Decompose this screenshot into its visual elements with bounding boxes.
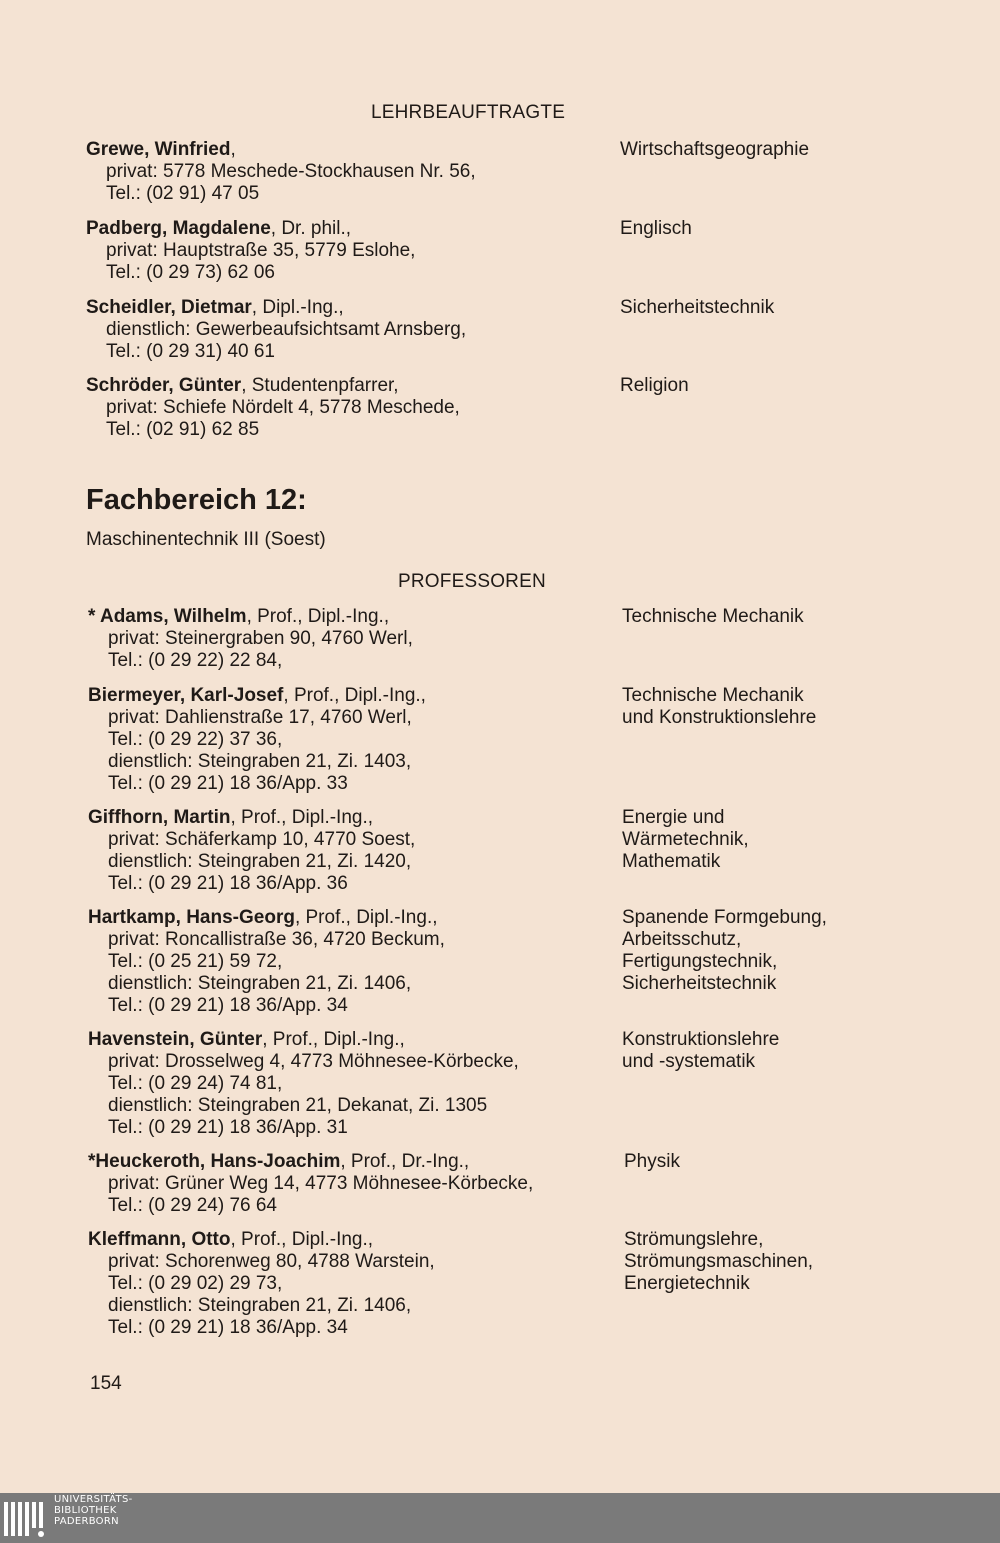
person-title: ,: [230, 139, 236, 160]
person-name: Heuckeroth, Hans-Joachim: [95, 1151, 341, 1172]
library-name: [54, 1494, 133, 1527]
phone-line: Tel.: (0 29 73) 62 06: [106, 262, 275, 283]
professor-entry: [88, 685, 426, 795]
library-name-line: PADERBORN: [54, 1516, 119, 1527]
lecturer-entry: [86, 218, 415, 284]
subject-column: [620, 375, 689, 397]
person-name: Havenstein, Günter: [88, 1029, 263, 1050]
person-title: , Prof., Dr.-Ing.,: [340, 1151, 470, 1172]
phone-line: Tel.: (0 29 22) 22 84,: [108, 650, 283, 671]
address-line: dienstlich: Steingraben 21, Zi. 1420,: [108, 851, 412, 872]
subject-column: [624, 1229, 813, 1295]
address-line: dienstlich: Steingraben 21, Zi. 1406,: [108, 973, 412, 994]
address-line: privat: 5778 Meschede-Stockhausen Nr. 56,: [106, 161, 476, 182]
subject-line: Wirtschaftsgeographie: [620, 139, 810, 160]
person-name: Grewe, Winfried: [86, 139, 231, 160]
subject-column: [622, 606, 804, 628]
phone-line: Tel.: (02 91) 47 05: [106, 183, 260, 204]
marker-asterisk: *: [88, 1151, 96, 1172]
person-title: , Prof., Dipl.-Ing.,: [294, 907, 438, 928]
subject-column: [622, 807, 749, 873]
person-title: , Prof., Dipl.-Ing.,: [230, 1229, 374, 1250]
address-line: dienstlich: Steingraben 21, Dekanat, Zi. 1305: [108, 1095, 488, 1116]
subject-line: Wärmetechnik,: [622, 829, 749, 850]
subject-column: [622, 907, 827, 995]
address-line: privat: Schiefe Nördelt 4, 5778 Meschede,: [106, 397, 460, 418]
person-name: Adams, Wilhelm: [99, 606, 247, 627]
person-name: Scheidler, Dietmar: [86, 297, 252, 318]
address-line: privat: Roncallistraße 36, 4720 Beckum,: [108, 929, 445, 950]
subject-column: [622, 685, 816, 729]
person-name: Schröder, Günter: [86, 375, 242, 396]
phone-line: Tel.: (02 91) 62 85: [106, 419, 260, 440]
section-heading-lehrbeauftragte: LEHRBEAUFTRAGTE: [371, 102, 566, 123]
person-name: Padberg, Magdalene: [86, 218, 271, 239]
marker-asterisk: *: [88, 606, 100, 627]
department-title: Fachbereich 12:: [86, 484, 307, 516]
phone-line: Tel.: (0 29 02) 29 73,: [108, 1273, 283, 1294]
address-line: privat: Dahlienstraße 17, 4760 Werl,: [108, 707, 412, 728]
subject-column: [620, 139, 809, 161]
address-line: privat: Drosselweg 4, 4773 Möhnesee-Körbecke,: [108, 1051, 519, 1072]
subject-line: und Konstruktionslehre: [622, 707, 817, 728]
subject-line: Spanende Formgebung,: [622, 907, 827, 928]
professor-entry: [88, 1151, 533, 1217]
person-title: , Dr. phil.,: [270, 218, 352, 239]
address-line: privat: Schäferkamp 10, 4770 Soest,: [108, 829, 416, 850]
subject-line: Fertigungstechnik,: [622, 951, 778, 972]
page-number: 154: [90, 1373, 122, 1394]
person-title: , Prof., Dipl.-Ing.,: [283, 685, 426, 706]
subject-column: [620, 297, 774, 319]
person-title: , Dipl.-Ing.,: [251, 297, 344, 318]
library-logo-icon: [2, 1500, 48, 1540]
subject-line: Religion: [620, 375, 689, 396]
person-title: , Prof., Dipl.-Ing.,: [230, 807, 374, 828]
phone-line: Tel.: (0 29 21) 18 36/App. 34: [108, 995, 348, 1016]
phone-line: Tel.: (0 29 21) 18 36/App. 33: [108, 773, 348, 794]
lecturer-entry: [86, 375, 460, 441]
subject-line: Konstruktionslehre: [622, 1029, 780, 1050]
person-title: , Prof., Dipl.-Ing.,: [246, 606, 390, 627]
lecturer-entry: [86, 297, 466, 363]
address-line: privat: Grüner Weg 14, 4773 Möhnesee-Körbecke,: [108, 1173, 534, 1194]
subject-line: Mathematik: [622, 851, 721, 872]
library-name-line: UNIVERSITÄTS-: [54, 1494, 133, 1505]
person-title: , Prof., Dipl.-Ing.,: [262, 1029, 405, 1050]
phone-line: Tel.: (0 29 24) 74 81,: [108, 1073, 283, 1094]
subject-line: und -systematik: [622, 1051, 756, 1072]
phone-line: Tel.: (0 29 21) 18 36/App. 31: [108, 1117, 348, 1138]
lecturer-entry: [86, 139, 476, 205]
subject-column: [622, 1029, 779, 1073]
person-name: Kleffmann, Otto: [88, 1229, 231, 1250]
subject-column: [620, 218, 692, 240]
subject-line: Strömungsmaschinen,: [624, 1251, 814, 1272]
phone-line: Tel.: (0 29 21) 18 36/App. 34: [108, 1317, 348, 1338]
phone-line: Tel.: (0 29 24) 76 64: [108, 1195, 277, 1216]
phone-line: Tel.: (0 29 21) 18 36/App. 36: [108, 873, 348, 894]
subject-line: Energietechnik: [624, 1273, 750, 1294]
section-heading-professoren: PROFESSOREN: [398, 571, 546, 592]
person-title: , Studentenpfarrer,: [241, 375, 399, 396]
person-name: Giffhorn, Martin: [88, 807, 231, 828]
subject-line: Technische Mechanik: [622, 685, 804, 706]
subject-line: Technische Mechanik: [622, 606, 804, 627]
library-footer-bar: [0, 1493, 1000, 1543]
address-line: privat: Schorenweg 80, 4788 Warstein,: [108, 1251, 435, 1272]
person-name: Biermeyer, Karl-Josef: [88, 685, 284, 706]
subject-line: Strömungslehre,: [624, 1229, 764, 1250]
professor-entry: [88, 1229, 435, 1339]
professor-entry: [88, 606, 413, 672]
professor-entry: [88, 1029, 519, 1139]
subject-line: Englisch: [620, 218, 692, 239]
phone-line: Tel.: (0 25 21) 59 72,: [108, 951, 283, 972]
subject-line: Arbeitsschutz,: [622, 929, 742, 950]
phone-line: Tel.: (0 29 22) 37 36,: [108, 729, 283, 750]
subject-line: Physik: [624, 1151, 680, 1172]
person-name: Hartkamp, Hans-Georg: [88, 907, 295, 928]
address-line: dienstlich: Steingraben 21, Zi. 1406,: [108, 1295, 412, 1316]
address-line: privat: Steinergraben 90, 4760 Werl,: [108, 628, 413, 649]
address-line: privat: Hauptstraße 35, 5779 Eslohe,: [106, 240, 416, 261]
subject-line: Energie und: [622, 807, 725, 828]
subject-line: Sicherheitstechnik: [622, 973, 777, 994]
phone-line: Tel.: (0 29 31) 40 61: [106, 341, 275, 362]
professor-entry: [88, 807, 415, 895]
professor-entry: [88, 907, 445, 1017]
subject-column: [624, 1151, 680, 1173]
library-name-line: BIBLIOTHEK: [54, 1505, 117, 1516]
address-line: dienstlich: Gewerbeaufsichtsamt Arnsberg,: [106, 319, 467, 340]
subject-line: Sicherheitstechnik: [620, 297, 775, 318]
address-line: dienstlich: Steingraben 21, Zi. 1403,: [108, 751, 412, 772]
department-subtitle: Maschinentechnik III (Soest): [86, 529, 326, 550]
